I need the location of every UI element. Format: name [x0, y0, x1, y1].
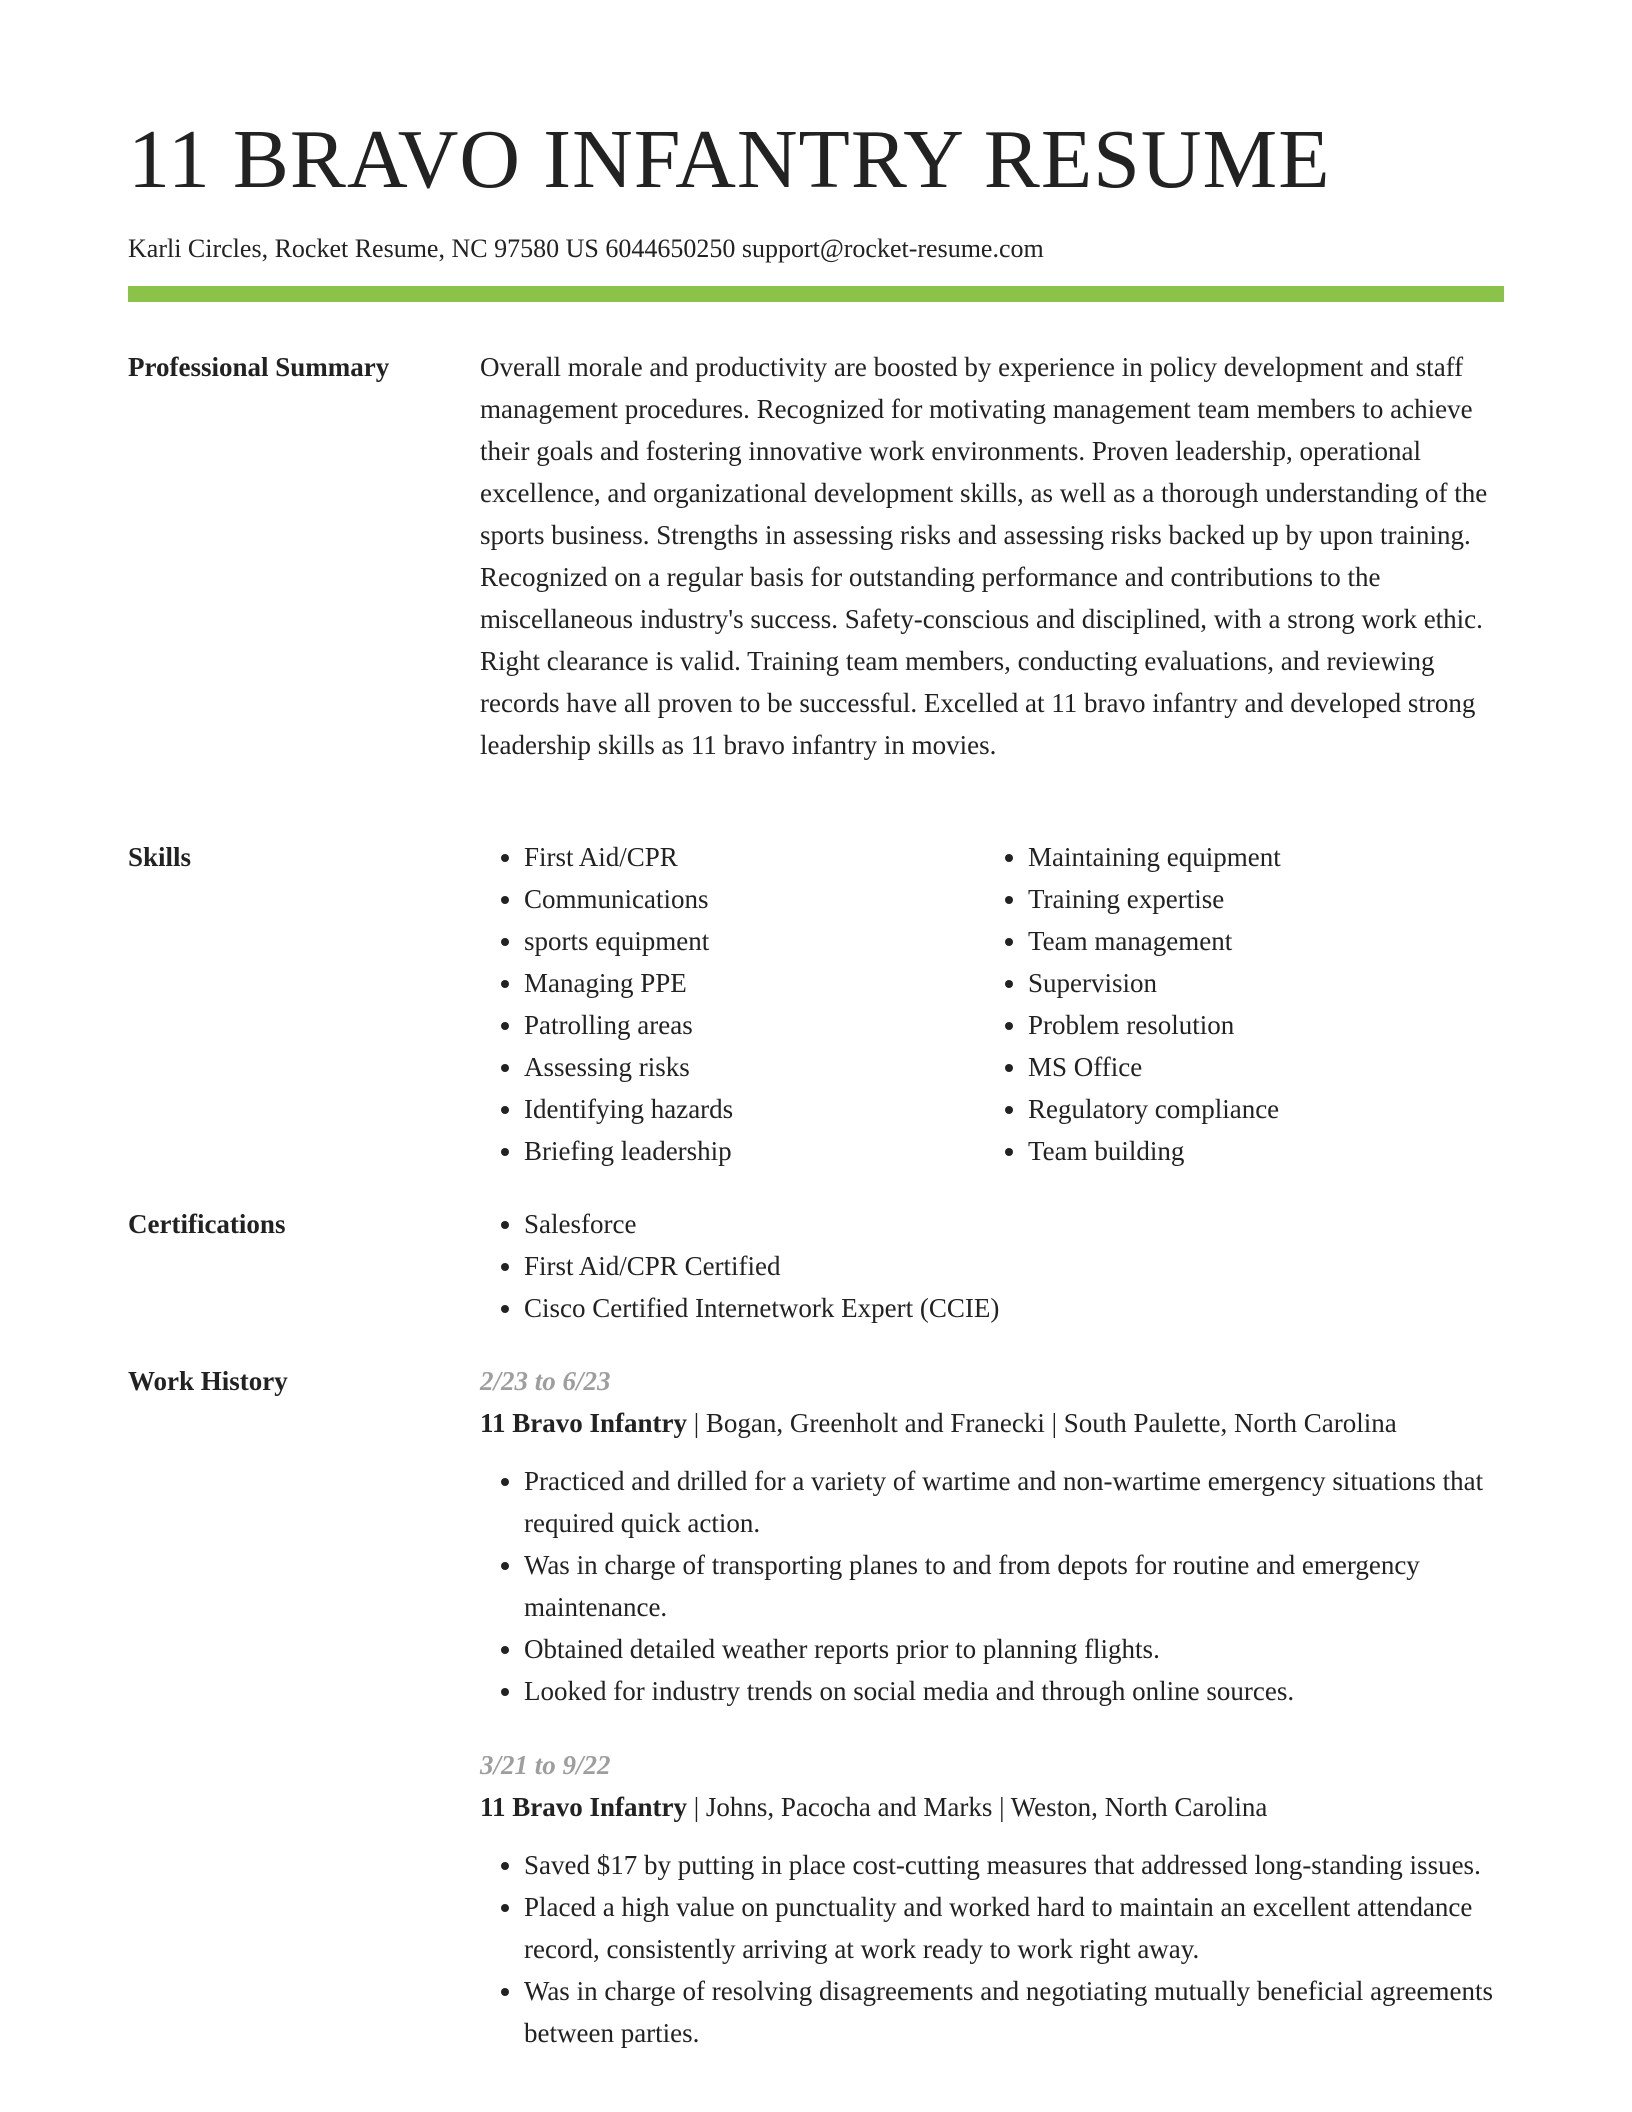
certification-item: • Cisco Certified Internetwork Expert (CCIE) [524, 1287, 1504, 1329]
job-entry [480, 1744, 1504, 2054]
job-bullet: • Was in charge of transporting planes to and from depots for routine and emergency maintenance. [524, 1544, 1504, 1628]
contact-line: Karli Circles, Rocket Resume, NC 97580 US 6044650250 support@rocket-resume.com [128, 234, 1044, 263]
summary-text: Overall morale and productivity are boosted by experience in policy development and staff management procedures. Recognized for motivating management team members to achieve their goals and fostering innovative work environments. Proven leadership, operational excellence, and organizational development skills, as well as a thorough understanding of the sports business. Strengths in assessing risks and assessing risks backed up by upon training. Recognized on a regular basis for outstanding performance and contributions to the miscellaneous industry's success. Safety-conscious and disciplined, with a strong work ethic. Right clearance is valid. Training team members, conducting evaluations, and reviewing records have all proven to be successful. Excelled at 11 bravo infantry and developed strong leadership skills as 11 bravo infantry in movies. [480, 352, 1488, 760]
skill-item: • Maintaining equipment [1028, 836, 1488, 878]
certification-item: • First Aid/CPR Certified [524, 1245, 1504, 1287]
job-dates: 3/21 to 9/22 [480, 1750, 611, 1780]
job-details: | Bogan, Greenholt and Franecki | South Paulette, North Carolina [687, 1408, 1397, 1438]
skill-item: • First Aid/CPR [524, 836, 984, 878]
job-bullet: • Saved $17 by putting in place cost-cutting measures that addressed long-standing issues. [524, 1844, 1504, 1886]
certification-item: • Salesforce [524, 1203, 1504, 1245]
skill-item: • MS Office [1028, 1046, 1488, 1088]
job-dates: 2/23 to 6/23 [480, 1366, 611, 1396]
work-history-heading: Work History [128, 1366, 288, 1396]
skill-item: • Briefing leadership [524, 1130, 984, 1172]
job-bullet: • Was in charge of resolving disagreements and negotiating mutually beneficial agreements between parties. [524, 1970, 1504, 2054]
job-bullet: • Looked for industry trends on social media and through online sources. [524, 1670, 1504, 1712]
job-bullet: • Practiced and drilled for a variety of wartime and non-wartime emergency situations that required quick action. [524, 1460, 1504, 1544]
summary-heading: Professional Summary [128, 352, 390, 382]
accent-divider [128, 286, 1504, 302]
skill-item: • Patrolling areas [524, 1004, 984, 1046]
skill-item: • Communications [524, 878, 984, 920]
skills-heading: Skills [128, 842, 192, 872]
job-title: 11 Bravo Infantry [480, 1408, 688, 1438]
job-title: 11 Bravo Infantry [480, 1792, 688, 1822]
skill-item: • Team building [1028, 1130, 1488, 1172]
job-header [480, 1786, 1504, 1828]
job-bullet: • Placed a high value on punctuality and worked hard to maintain an excellent attendance record, consistently arriving at work ready to work right away. [524, 1886, 1504, 1970]
skill-item: • Problem resolution [1028, 1004, 1488, 1046]
skill-item: • sports equipment [524, 920, 984, 962]
skill-item: • Team management [1028, 920, 1488, 962]
skill-item: • Regulatory compliance [1028, 1088, 1488, 1130]
job-entry [480, 1360, 1504, 1712]
skill-item: • Assessing risks [524, 1046, 984, 1088]
skills-column-right [984, 836, 1488, 1172]
certifications-heading: Certifications [128, 1209, 286, 1239]
job-bullet: • Obtained detailed weather reports prior to planning flights. [524, 1628, 1504, 1670]
skill-item: • Identifying hazards [524, 1088, 984, 1130]
skill-item: • Supervision [1028, 962, 1488, 1004]
job-details: | Johns, Pacocha and Marks | Weston, North Carolina [687, 1792, 1268, 1822]
skill-item: • Training expertise [1028, 878, 1488, 920]
job-header [480, 1402, 1504, 1444]
skills-column-left [480, 836, 984, 1172]
resume-title: 11 BRAVO INFANTRY RESUME [128, 113, 1331, 206]
skill-item: • Managing PPE [524, 962, 984, 1004]
